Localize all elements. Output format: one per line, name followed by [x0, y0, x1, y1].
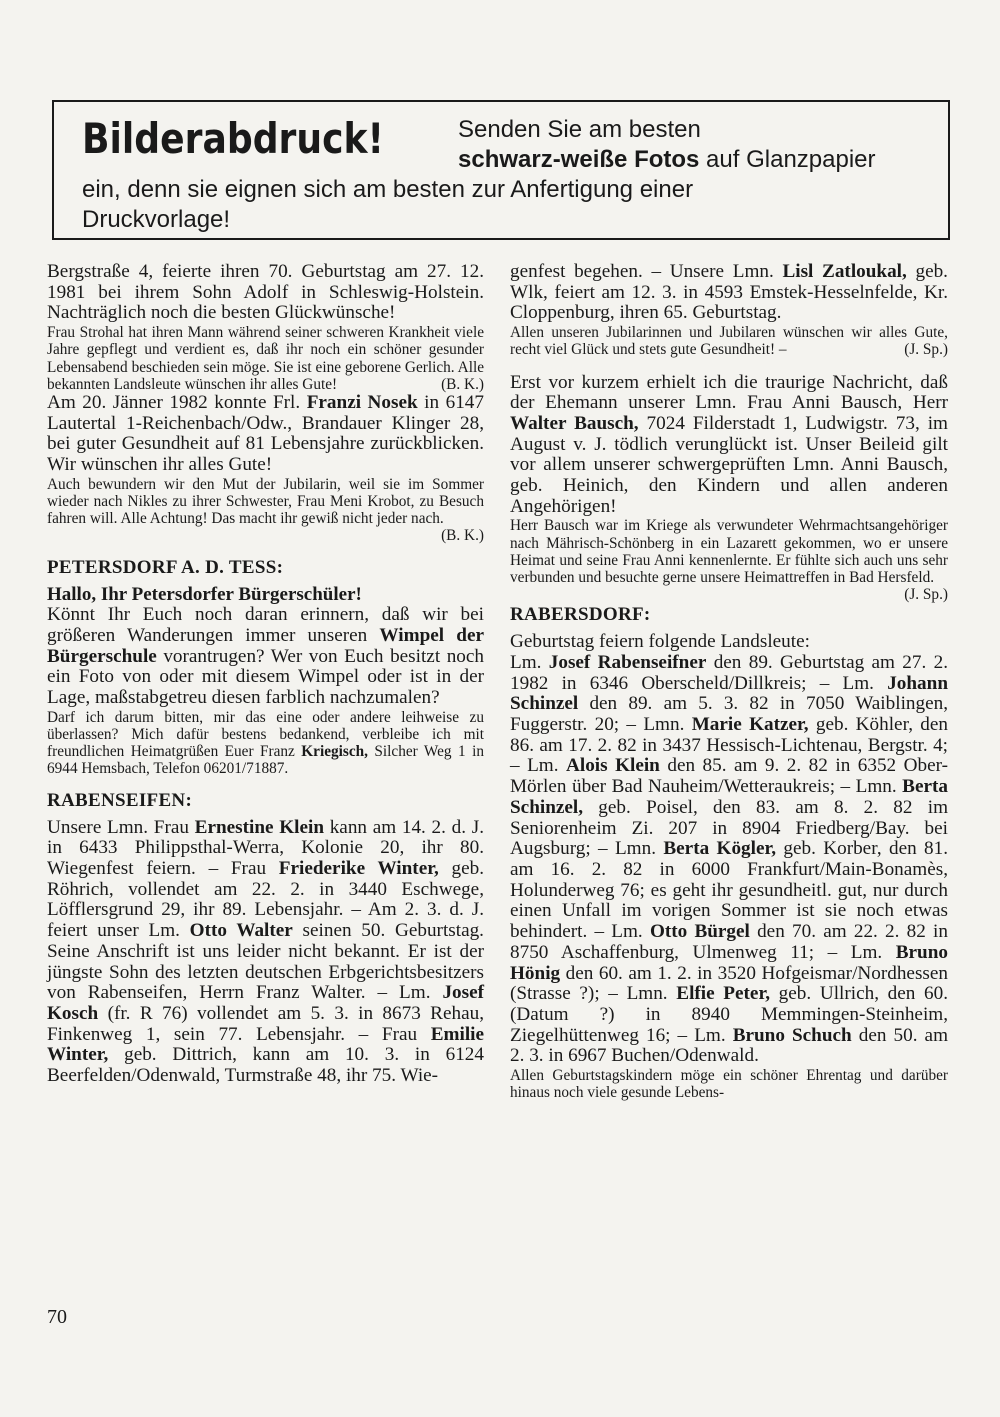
paragraph: Unsere Lmn. Frau Ernestine Klein kann am 14. 2. d. J. in 6433 Philippsthal-Werra, Kolonie 20, ihr 80. Wiegenfest feiern. – Frau Friederike Winter, geb. Röhrich, vollendet am 22. 2. in 3440 Eschwege, Löfflersgrund 29, ihr 89. Lebensjahr. – Am 2. 3. d. J. feiert unser Lm. Otto Walter seinen 50. Geburtstag. Seine Anschrift ist uns leider nicht bekannt. Er ist der jüngste Sohn des letzten deutschen Erbgerichtsbesitzers von Rabenseifen, Herrn Franz Walter. – Lm. Josef Kosch (fr. R 76) vollendet am 5. 3. in 8673 Rehau, Finkenweg 1, sein 77. Lebensjahr. – Frau Emilie Winter, geb. Dittrich, kann am 10. 3. in 6124 Beerfelden/Odenwald, Turmstraße 48, ihr 75. Wie- — [47, 816, 484, 1087]
left-column — [47, 262, 484, 1087]
paragraph: Am 20. Jänner 1982 konnte Frl. Franzi Nosek in 6147 Lautertal 1-Reichenbach/Odw., Brandauer Klinger 28, bei guter Gesundheit auf 81 Lebensjahre zurückblicken. Wir wünschen ihr alles Gute! — [47, 391, 484, 476]
paragraph-small: Auch bewundern wir den Mut der Jubilarin, weil sie im Sommer wieder nach Nikles zu ihrer Schwester, Frau Meni Krobot, zu Besuch fahren will. Alle Achtung! Das macht ihr gewiß nicht jeder nach. — [47, 475, 484, 528]
paragraph: Bergstraße 4, feierte ihren 70. Geburtstag am 27. 12. 1981 bei ihrem Sohn Adolf in Schleswig-Holstein. Nachträglich noch die besten Glückwünsche! — [47, 261, 484, 324]
paragraph-intro: Geburtstag feiern folgende Landsleute: — [510, 631, 810, 653]
section-heading-rabenseifen: RABENSEIFEN: — [47, 789, 193, 811]
paragraph-small: Allen Geburtstagskindern möge ein schöner Ehrentag und darüber hinaus noch viele gesunde Lebens- — [510, 1067, 948, 1102]
right-column — [510, 262, 948, 1101]
paragraph-small: Frau Strohal hat ihren Mann während seiner schweren Krankheit viele Jahre gepflegt und verdient es, daß ihr noch ein schöner gesunder Lebensabend beschieden sein möge. Sie ist eine geborene Gerlich. Alle bekannten Landsleute wünschen ihr alles Gute! (B. K.) — [47, 324, 484, 393]
notice-line-3: ein, denn sie eignen sich am besten zur Anfertigung einer — [82, 176, 694, 203]
photo-notice-box — [52, 100, 950, 240]
paragraph: Lm. Josef Rabenseifner den 89. Geburtstag am 27. 2. 1982 in 6346 Oberscheld/Dillkreis; – Lm. Johann Schinzel den 89. am 5. 3. 82 in 7050 Waiblingen, Fuggerstr. 20; – Lmn. Marie Katzer, geb. Köhler, den 86. am 17. 2. 82 in 3437 Hessisch-Lichtenau, Bergstr. 4; – Lm. Alois Klein den 85. am 9. 2. 82 in 6352 Ober-Mörlen über Bad Nauheim/Wetteraukreis; – Lmn. Berta Schinzel, geb. Poisel, den 83. am 8. 2. 82 im Seniorenheim Zi. 207 in 8904 Friedberg/Bay. bei Augsburg; – Lmn. Berta Kögler, geb. Korber, den 81. am 16. 2. 82 in 6000 Frankfurt/Main-Bonamès, Holunderweg 76; es geht ihr gesundheitl. gut, nur durch einen Unfall im vorigen Sommer ist sie noch etwas behindert. – Lm. Otto Bürgel den 70. am 22. 2. 82 in 8750 Aschaffenburg, Ulmenweg 11; – Lm. Bruno Hönig den 60. am 1. 2. in 3520 Hofgeismar/Nordhessen (Strasse ?); – Lmn. Elfie Peter, geb. Ullrich, den 60. (Datum ?) in 8940 Memmingen-Steinheim, Ziegelhüttenweg 16; – Lm. Bruno Schuch den 50. am 2. 3. in 6967 Buchen/Odenwald. — [510, 651, 949, 1067]
paragraph-small: Allen unseren Jubilarinnen und Jubilaren wünschen wir alles Gute, recht viel Glück und stets gute Gesundheit! – (J. Sp.) — [510, 324, 948, 359]
section-heading-rabersdorf: RABERSDORF: — [510, 604, 651, 626]
notice-title: Bilderabdruck! — [82, 114, 384, 163]
paragraph: genfest begehen. – Unsere Lmn. Lisl Zatloukal, geb. Wlk, feiert am 12. 3. in 4593 Emstek-Hesselnfelde, Kr. Cloppenburg, ihren 65. Geburtstag. — [510, 261, 948, 324]
notice-line-2: schwarz-weiße Fotos auf Glanzpapier — [458, 146, 876, 173]
paragraph: Erst vor kurzem erhielt ich die traurige Nachricht, daß der Ehemann unserer Lmn. Frau Anni Bausch, Herr Walter Bausch, 7024 Filderstadt 1, Ludwigstr. 73, im August v. J. tödlich verunglückt ist. Unser Beileid gilt vor allem unserer schwergeprüften Lmn. Anni Bausch, geb. Heinich, den Kindern und allen anderen Angehörigen! — [510, 371, 948, 517]
paragraph-small: Darf ich darum bitten, mir das eine oder andere leihweise zu überlassen? Mich dafür bestens bedankend, verbleibe ich mit freundlichen Heimatgrüßen Euer Franz Kriegisch, Silcher Weg 1 in 6944 Hemsbach, Telefon 06201/71887. — [47, 708, 484, 778]
paragraph-small: Herr Bausch war im Kriege als verwundeter Wehrmachtsangehöriger nach Mährisch-Schönberg in ein Lazarett gekommen, wo er unsere Heimat und seine Frau Anni kennenlernte. Er fühlte sich auch uns sehr verbunden und besuchte gerne unsere Heimattreffen in Bad Hersfeld. (J. Sp.) — [510, 517, 948, 604]
notice-line-1: Senden Sie am besten — [458, 116, 701, 143]
notice-line-4: Druckvorlage! — [82, 206, 231, 233]
paragraph: Könnt Ihr Euch noch daran erinnern, daß wir bei größeren Wanderungen immer unseren Wimpel der Bürgerschule vorantrugen? Wer von Euch besitzt noch ein Foto von oder mit diesem Wimpel oder ist in der Lage, maßstabgetreu diesen farblich nachzumalen? — [47, 604, 484, 709]
subheading: Hallo, Ihr Petersdorfer Bürgerschüler! — [47, 583, 362, 605]
page-number: 70 — [47, 1306, 67, 1328]
section-heading-petersdorf: PETERSDORF A. D. TESS: — [47, 556, 284, 578]
signature: (B. K.) — [441, 527, 484, 545]
